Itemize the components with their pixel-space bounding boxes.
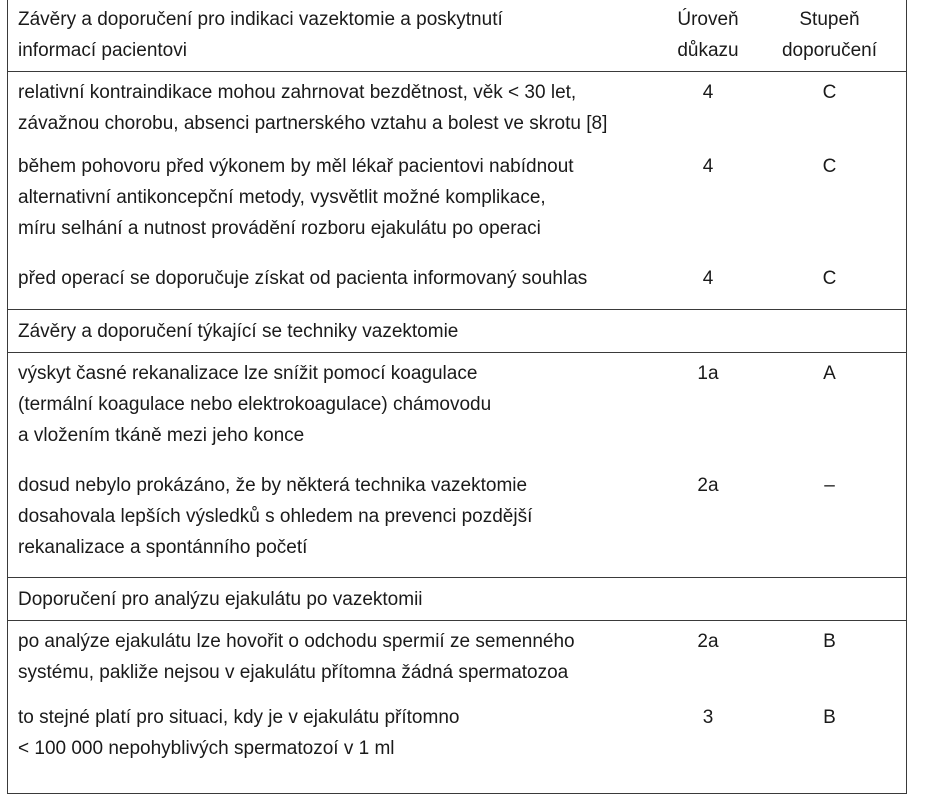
section-title: Doporučení pro analýzu ejakulátu po vazektomii: [18, 588, 423, 610]
table-row: [8, 146, 906, 258]
row-text-line: < 100 000 nepohyblivých spermatozoí v 1 ml: [18, 738, 395, 759]
row-grade: C: [822, 268, 837, 289]
row-text: [8, 358, 663, 451]
row-level: 3: [702, 707, 714, 728]
section-title: Závěry a doporučení týkající se techniky vazektomie: [18, 320, 459, 342]
header-level-line: Úroveň: [677, 9, 739, 30]
row-grade: –: [824, 475, 835, 496]
row-grade: C: [822, 156, 837, 177]
row-text: [8, 626, 663, 688]
row-text-line: (termální koagulace nebo elektrokoagulace) chámovodu: [18, 394, 492, 415]
row-grade: C: [822, 82, 837, 103]
recommendations-table: [7, 0, 907, 794]
table-row: [8, 72, 906, 146]
row-text-line: výskyt časné rekanalizace lze snížit pomocí koagulace: [18, 363, 478, 384]
row-text-line: a vložením tkáně mezi jeho konce: [18, 425, 305, 446]
table-header: [8, 0, 906, 72]
row-text: [8, 263, 663, 294]
table-row: [8, 621, 906, 697]
row-text-line: míru selhání a nutnost provádění rozboru ejakulátu po operaci: [18, 218, 541, 239]
row-text-line: alternativní antikoncepční metody, vysvětlit možné komplikace,: [18, 187, 546, 208]
row-grade: A: [823, 363, 836, 384]
row-text: [8, 77, 663, 139]
row-text: [8, 470, 663, 563]
row-grade: B: [823, 707, 836, 728]
row-level: 2a: [697, 631, 719, 652]
header-grade: [753, 4, 906, 66]
row-text-line: dosud nebylo prokázáno, že by některá technika vazektomie: [18, 475, 528, 496]
row-text: [8, 702, 663, 764]
row-level: 2a: [697, 475, 719, 496]
table-row: [8, 697, 906, 777]
header-level-line: důkazu: [677, 40, 739, 61]
row-text-line: po analýze ejakulátu lze hovořit o odchodu spermií ze semenného: [18, 631, 575, 652]
row-level: 4: [702, 82, 714, 103]
row-grade: B: [823, 631, 836, 652]
row-text: [8, 151, 663, 244]
row-text-line: závažnou chorobu, absenci partnerského vztahu a bolest ve skrotu [8]: [18, 113, 608, 134]
row-level: 4: [702, 268, 714, 289]
header-title-line: Závěry a doporučení pro indikaci vazektomie a poskytnutí: [18, 9, 503, 30]
row-text-line: dosahovala lepších výsledků s ohledem na prevenci pozdější: [18, 506, 533, 527]
row-text-line: relativní kontraindikace mohou zahrnovat bezdětnost, věk < 30 let,: [18, 82, 577, 103]
header-title-line: informací pacientovi: [18, 40, 187, 61]
row-text-line: během pohovoru před výkonem by měl lékař pacientovi nabídnout: [18, 156, 574, 177]
row-text-line: systému, pakliže nejsou v ejakulátu přítomna žádná spermatozoa: [18, 662, 569, 683]
row-text-line: před operací se doporučuje získat od pacienta informovaný souhlas: [18, 268, 588, 289]
section-title-row: [8, 310, 906, 353]
row-text-line: rekanalizace a spontánního početí: [18, 537, 308, 558]
table-row: [8, 465, 906, 578]
section-title-row: [8, 578, 906, 621]
row-level: 4: [702, 156, 714, 177]
row-text-line: to stejné platí pro situaci, kdy je v ejakulátu přítomno: [18, 707, 460, 728]
header-level: [663, 4, 753, 66]
header-title: [8, 4, 663, 66]
table-row: [8, 258, 906, 310]
table-row: [8, 353, 906, 465]
header-grade-line: Stupeň: [799, 9, 860, 30]
header-grade-line: doporučení: [781, 40, 878, 61]
row-level: 1a: [697, 363, 719, 384]
